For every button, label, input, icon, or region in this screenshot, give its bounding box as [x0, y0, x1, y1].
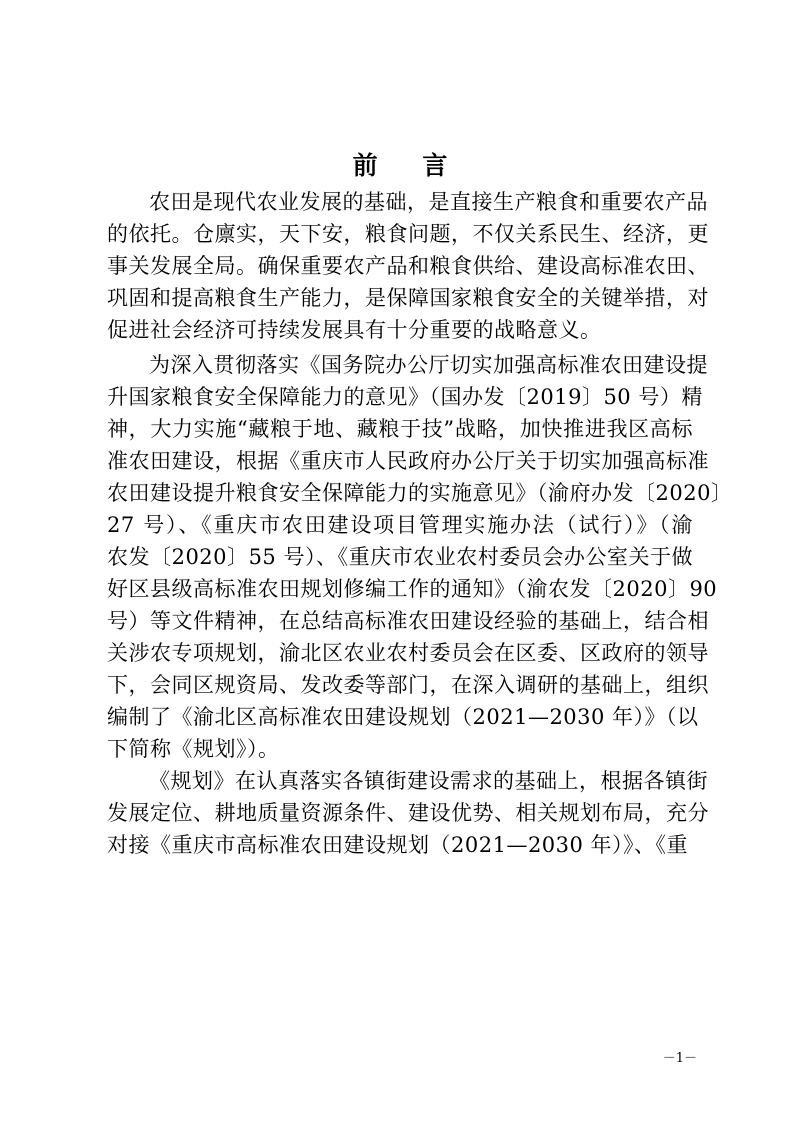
paragraph-line: 编制了《渝北区高标准农田建设规划（2021—2030 年）》（以 [107, 705, 699, 729]
paragraph-line: 号）等文件精神，在总结高标准农田建设经验的基础上，结合相 [107, 609, 709, 633]
paragraph-line: 农发〔2020〕55 号）、《重庆市农业农村委员会办公室关于做 [107, 545, 693, 569]
paragraph-line: 为深入贯彻落实《国务院办公厅切实加强高标准农田建设提 [149, 353, 708, 377]
paragraph-line: 好区县级高标准农田规划修编工作的通知》（渝农发〔2020〕90 [107, 577, 718, 601]
paragraph-line: 升国家粮食安全保障能力的意见》（国办发〔2019〕50 号）精 [107, 385, 703, 409]
paragraph [107, 186, 709, 346]
paragraph-line: 发展定位、耕地质量资源条件、建设优势、相关规划布局，充分 [107, 801, 709, 825]
paragraph-line: 事关发展全局。确保重要农产品和粮食供给、建设高标准农田、 [107, 254, 709, 278]
paragraph-line: 《规划》在认真落实各镇街建设需求的基础上，根据各镇街 [149, 769, 708, 793]
paragraph-line: 下简称《规划》）。 [107, 737, 280, 761]
paragraph-line: 下，会同区规资局、发改委等部门，在深入调研的基础上，组织 [107, 673, 709, 697]
paragraph [107, 765, 709, 861]
paragraph [107, 349, 733, 765]
paragraph-line: 关涉农专项规划，渝北区农业农村委员会在区委、区政府的领导 [107, 641, 709, 665]
paragraph-line: 准农田建设，根据《重庆市人民政府办公厅关于切实加强高标准 [107, 449, 709, 473]
paragraph-line: 农田是现代农业发展的基础，是直接生产粮食和重要农产品 [149, 190, 708, 214]
body-text [107, 186, 733, 861]
paragraph-line: 的依托。仓廪实，天下安，粮食问题，不仅关系民生、经济，更 [107, 222, 709, 246]
paragraph-line: 神，大力实施“藏粮于地、藏粮于技”战略，加快推进我区高标 [107, 417, 693, 441]
page-number: －1－ [662, 1051, 697, 1066]
page-title: 前 言 [352, 151, 466, 180]
paragraph-line: 27 号）、《重庆市农田建设项目管理实施办法（试行）》（渝 [107, 513, 693, 537]
paragraph-line: 巩固和提高粮食生产能力，是保障国家粮食安全的关键举措，对 [107, 286, 709, 310]
paragraph-line: 农田建设提升粮食安全保障能力的实施意见》（渝府办发〔2020〕 [107, 481, 733, 505]
paragraph-line: 促进社会经济可持续发展具有十分重要的战略意义。 [107, 318, 602, 342]
paragraph-line: 对接《重庆市高标准农田建设规划（2021—2030 年）》、《重 [107, 833, 689, 857]
